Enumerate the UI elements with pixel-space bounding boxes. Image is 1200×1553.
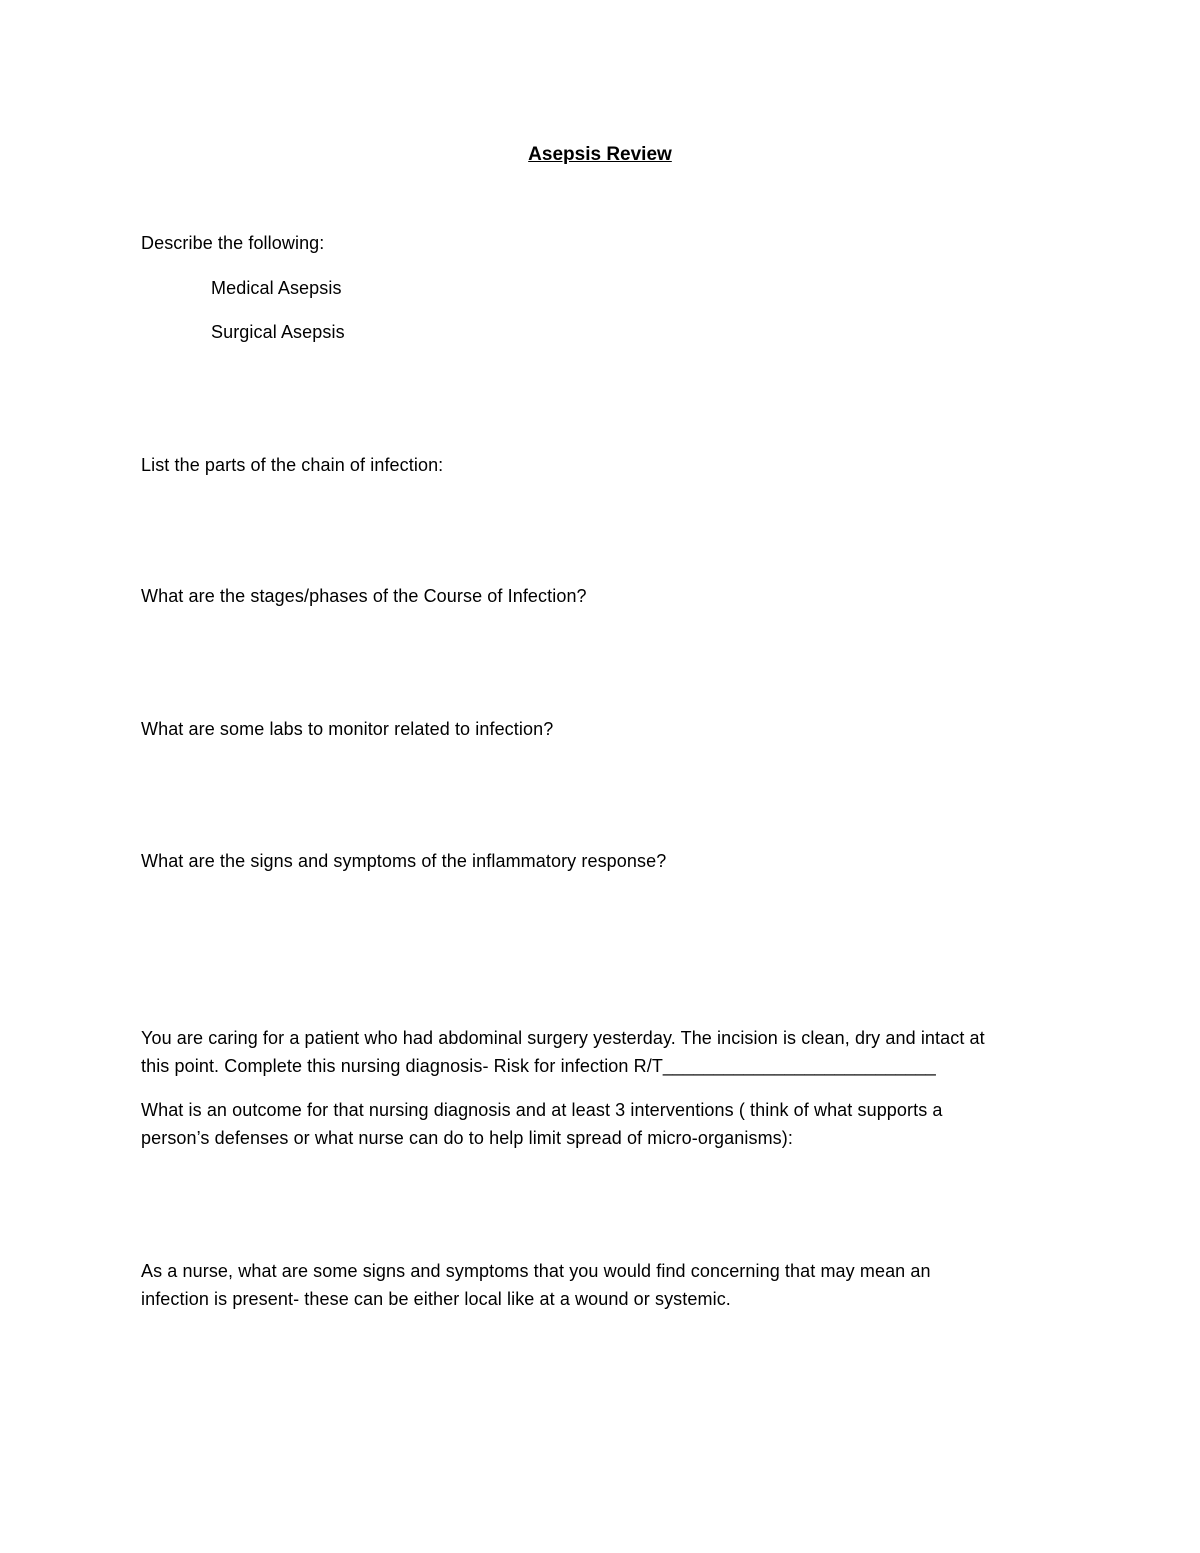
question-inflammatory-response: What are the signs and symptoms of the inflammatory response? — [141, 851, 667, 871]
outcome-question-line-2: person’s defenses or what nurse can do to help limit spread of micro-organisms): — [141, 1128, 793, 1148]
scenario-line-1: You are caring for a patient who had abdominal surgery yesterday. The incision is clean, dry and intact at — [141, 1028, 985, 1048]
describe-prompt: Describe the following: — [141, 233, 325, 253]
scenario-line-2: this point. Complete this nursing diagnosis- Risk for infection R/T___________________________ — [141, 1056, 936, 1076]
outcome-question-line-1: What is an outcome for that nursing diagnosis and at least 3 interventions ( think of what supports a — [141, 1100, 943, 1120]
describe-item-medical-asepsis: Medical Asepsis — [211, 278, 342, 298]
page-title: Asepsis Review — [528, 144, 672, 165]
concern-question-line-2: infection is present- these can be either local like at a wound or systemic. — [141, 1289, 731, 1309]
question-chain-of-infection: List the parts of the chain of infection: — [141, 455, 444, 475]
concern-question-line-1: As a nurse, what are some signs and symptoms that you would find concerning that may mean an — [141, 1261, 931, 1281]
question-labs: What are some labs to monitor related to infection? — [141, 719, 554, 739]
describe-item-surgical-asepsis: Surgical Asepsis — [211, 322, 345, 342]
question-course-of-infection: What are the stages/phases of the Course of Infection? — [141, 586, 587, 606]
